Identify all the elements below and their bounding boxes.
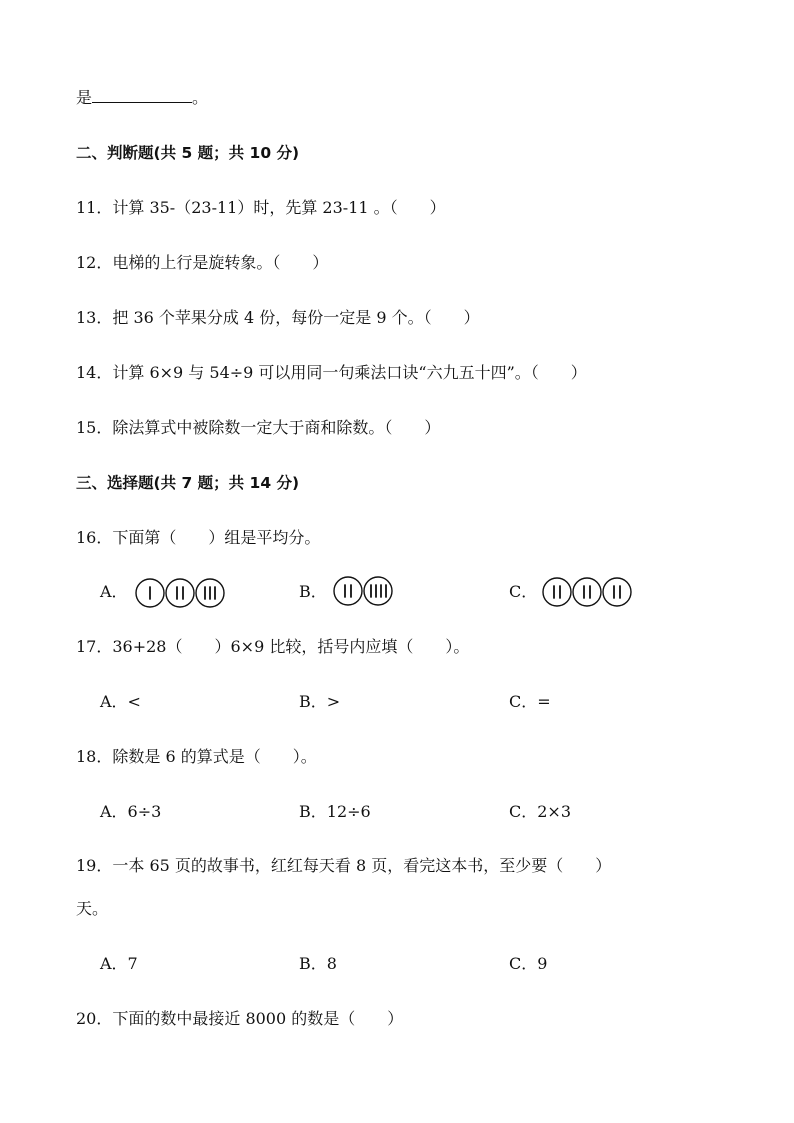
question-19: 19．一本 65 页的故事书，红红每天看 8 页，看完这本书，至少要（ ） — [76, 856, 612, 875]
question-14: 14．计算 6×9 与 54÷9 可以用同一句乘法口诀“六九五十四”。（ ） — [76, 363, 587, 382]
option-18-c[interactable]: C．2×3 — [509, 802, 572, 821]
question-16: 16．下面第（ ）组是平均分。 — [76, 528, 321, 547]
option-16-c-label: C． — [509, 582, 538, 601]
continuation-prefix: 是 — [76, 88, 93, 107]
question-15: 15．除法算式中被除数一定大于商和除数。（ ） — [76, 418, 441, 437]
section-title-choice: 三、选择题(共 7 题；共 14 分) — [76, 474, 300, 492]
option-19-a[interactable]: A．7 — [100, 954, 138, 973]
option-16-b[interactable] — [299, 582, 327, 602]
option-19-b[interactable]: B．8 — [299, 954, 337, 973]
option-16-a[interactable] — [100, 582, 128, 602]
question-17: 17．36+28（ ）6×9 比较，括号内应填（ ）。 — [76, 637, 470, 656]
question-13: 13．把 36 个苹果分成 4 份，每份一定是 9 个。（ ） — [76, 308, 480, 327]
option-17-b[interactable]: B．> — [299, 692, 341, 711]
section-title-judgment: 二、判断题(共 5 题；共 10 分) — [76, 144, 300, 162]
circle-group-a-icon — [134, 576, 230, 610]
continuation-line — [76, 88, 208, 108]
option-16-c[interactable] — [509, 582, 537, 602]
option-19-c[interactable]: C．9 — [509, 954, 548, 973]
question-18: 18．除数是 6 的算式是（ ）。 — [76, 747, 317, 766]
question-11: 11．计算 35-（23-11）时，先算 23-11 。（ ） — [76, 198, 446, 217]
circle-group-c-icon — [541, 575, 637, 609]
option-18-b[interactable]: B．12÷6 — [299, 802, 371, 821]
continuation-suffix: 。 — [192, 88, 209, 107]
option-17-c[interactable]: C．= — [509, 692, 551, 711]
question-19-continued: 天。 — [76, 899, 109, 918]
option-17-a[interactable]: A．< — [100, 692, 141, 711]
question-20: 20．下面的数中最接近 8000 的数是（ ） — [76, 1009, 404, 1028]
question-12: 12．电梯的上行是旋转象。（ ） — [76, 253, 329, 272]
option-18-a[interactable]: A．6÷3 — [100, 802, 162, 821]
circle-group-b-icon — [332, 574, 398, 608]
option-16-b-label: B． — [299, 582, 327, 601]
option-16-a-label: A． — [100, 582, 128, 601]
answer-blank[interactable] — [92, 88, 192, 103]
